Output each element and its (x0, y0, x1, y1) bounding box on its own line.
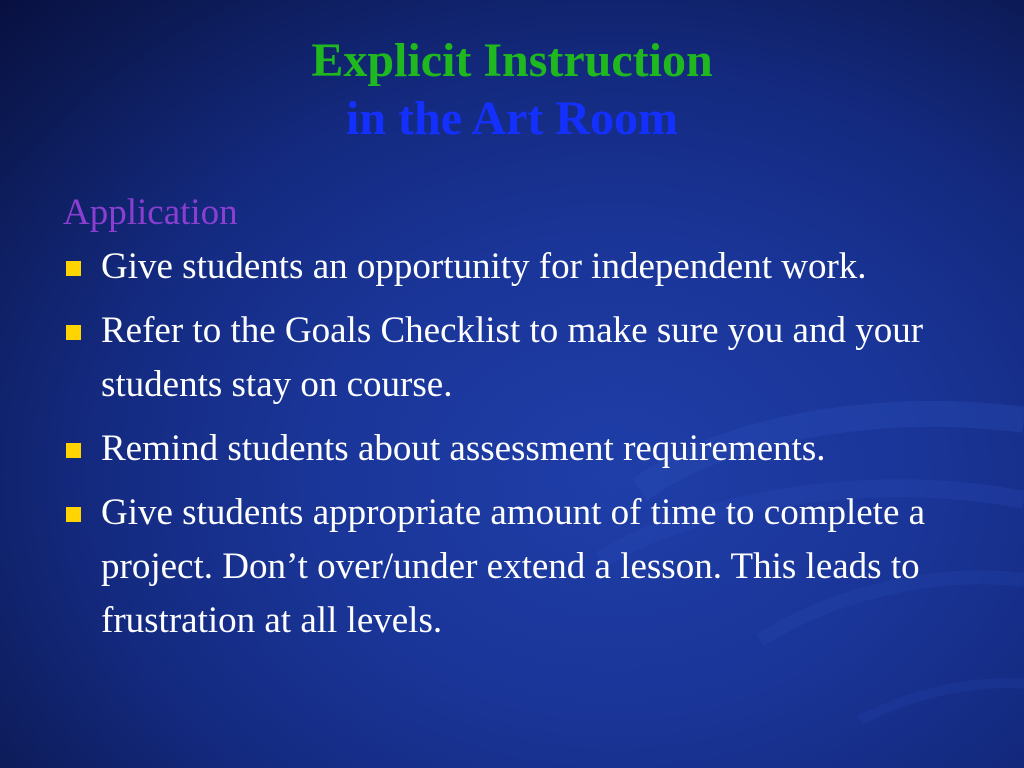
bullet-item (63, 304, 1008, 412)
square-bullet-icon (66, 443, 81, 458)
bullet-list (63, 240, 1008, 648)
bullet-item (63, 422, 1008, 476)
title-line-1: Explicit Instruction (311, 34, 713, 87)
bullet-text: Refer to the Goals Checklist to make sure you and your students stay on course. (101, 310, 924, 405)
bullet-item (63, 486, 1008, 648)
bullet-text: Remind students about assessment requirements. (101, 428, 826, 469)
slide-title (0, 32, 1024, 148)
slide-body (63, 188, 1008, 658)
square-bullet-icon (66, 507, 81, 522)
bullet-item (63, 240, 1008, 294)
title-line-2: in the Art Room (346, 92, 678, 145)
bullet-text: Give students appropriate amount of time to complete a project. Don’t over/under extend a lesson. This leads to frustration at all levels. (101, 492, 926, 641)
bullet-text: Give students an opportunity for independent work. (101, 246, 867, 287)
section-heading: Application (63, 192, 238, 233)
square-bullet-icon (66, 261, 81, 276)
square-bullet-icon (66, 325, 81, 340)
